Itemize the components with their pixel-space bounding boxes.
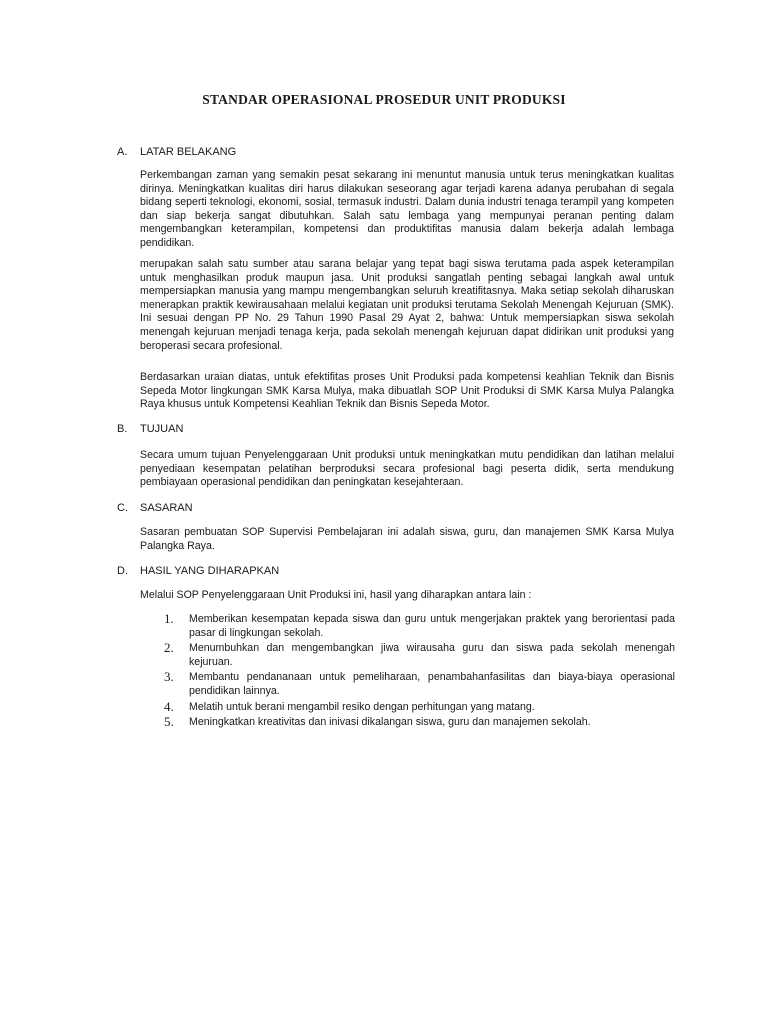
list-item	[164, 716, 675, 730]
hasil-list	[164, 613, 675, 732]
hasil-intro-paragraph: Melalui SOP Penyelenggaraan Unit Produksi ini, hasil yang diharapkan antara lain :	[140, 589, 532, 601]
section-letter: A.	[117, 146, 128, 158]
latar-belakang-paragraph-3: Berdasarkan uraian diatas, untuk efektifitas proses Unit Produksi pada kompetensi keahlian Teknik dan Bisnis Sepeda Motor lingkungan SMK Karsa Mulya, maka dibuatlah SOP Unit Produksi di SMK Karsa Mulya Palangka Raya khusus untuk Kompetensi Keahlian Teknik dan Bisnis Sepeda Motor.	[140, 371, 674, 411]
latar-belakang-paragraph-1: Perkembangan zaman yang semakin pesat sekarang ini menuntut manusia untuk terus meningkatkan kualitas dirinya. Meningkatkan kualitas diri harus dilakukan seseorang agar terjadi karena adanya perubahan di segala bidang seperti teknologi, ekonomi, sosial, termasuk industri. Dalam dunia industri tenaga terampil yang kompeten dan siap bekerja sangat dibutuhkan. Salah satu lembaga yang mempunyai peranan penting dalam mengembangkan keterampilan, kompetensi dan produktifitas manusia dalam bekerja adalah lembaga pendidikan.	[140, 169, 674, 249]
list-item	[164, 698, 675, 715]
list-number: 3.	[164, 669, 174, 685]
document-title: STANDAR OPERASIONAL PROSEDUR UNIT PRODUKSI	[202, 92, 566, 107]
list-text: Meningkatkan kreativitas dan inivasi dikalangan siswa, guru dan manajemen sekolah.	[189, 716, 591, 729]
list-text: Memberikan kesempatan kepada siswa dan guru untuk mengerjakan praktek yang berorientasi pada pasar di lingkungan sekolah.	[189, 613, 675, 639]
sasaran-paragraph: Sasaran pembuatan SOP Supervisi Pembelajaran ini adalah siswa, guru, dan manajemen SMK Karsa Mulya Palangka Raya.	[140, 526, 674, 552]
list-text: Membantu pendananaan untuk pemeliharaan, penambahanfasilitas dan biaya-biaya operasional pendidikan lainnya.	[189, 671, 675, 697]
list-number: 4.	[164, 698, 174, 714]
section-letter: D.	[117, 565, 128, 577]
section-title: TUJUAN	[140, 423, 184, 435]
section-a-heading	[117, 145, 236, 159]
section-title: HASIL YANG DIHARAPKAN	[140, 565, 280, 577]
list-number: 1.	[164, 611, 174, 626]
section-letter: C.	[117, 502, 128, 514]
section-letter: B.	[117, 423, 128, 435]
tujuan-paragraph: Secara umum tujuan Penyelenggaraan Unit produksi untuk meningkatkan mutu pendidikan dan latihan melalui penyediaan kesempatan pelatihan berproduksi secara profesional bagi peserta didik, serta mendukung pembiayaan operasional pendidikan dan peningkatan kesejahteraan.	[140, 449, 674, 489]
latar-belakang-paragraph-2: merupakan salah satu sumber atau sarana belajar yang tepat bagi siswa terutama pada aspek keterampilan untuk menghasilkan produk maupun jasa. Unit produksi sangatlah penting sebagai langkah awal untuk mempersiapkan manusia yang mampu mengembangkan seluruh kreatifitasnya. Maka setiap sekolah diharuskan menerapkan praktik kewirausahaan melalui kegiatan unit produksi terutama Sekolah Menengah Kejuruan (SMK). Ini sesuai dengan PP No. 29 Tahun 1990 Pasal 29 Ayat 2, bahwa: Untuk mempersiapkan siswa sekolah menengah kejuruan menjadi tenaga kerja, pada sekolah menengah kejuruan dapat didirikan unit produksi yang beroperasi secara profesional.	[140, 258, 674, 352]
list-text: Menumbuhkan dan mengembangkan jiwa wirausaha guru dan siswa pada sekolah menengah kejuruan.	[189, 642, 675, 668]
section-c-heading	[117, 501, 193, 515]
section-title: SASARAN	[140, 502, 193, 514]
list-item	[164, 642, 675, 669]
list-item	[164, 671, 675, 698]
list-number: 5.	[164, 714, 174, 730]
section-b-heading	[117, 422, 183, 436]
list-number: 2.	[164, 640, 174, 656]
section-d-heading	[117, 564, 279, 578]
list-text: Melatih untuk berani mengambil resiko dengan perhitungan yang matang.	[189, 700, 535, 713]
section-title: LATAR BELAKANG	[140, 146, 237, 158]
list-item	[164, 613, 675, 640]
